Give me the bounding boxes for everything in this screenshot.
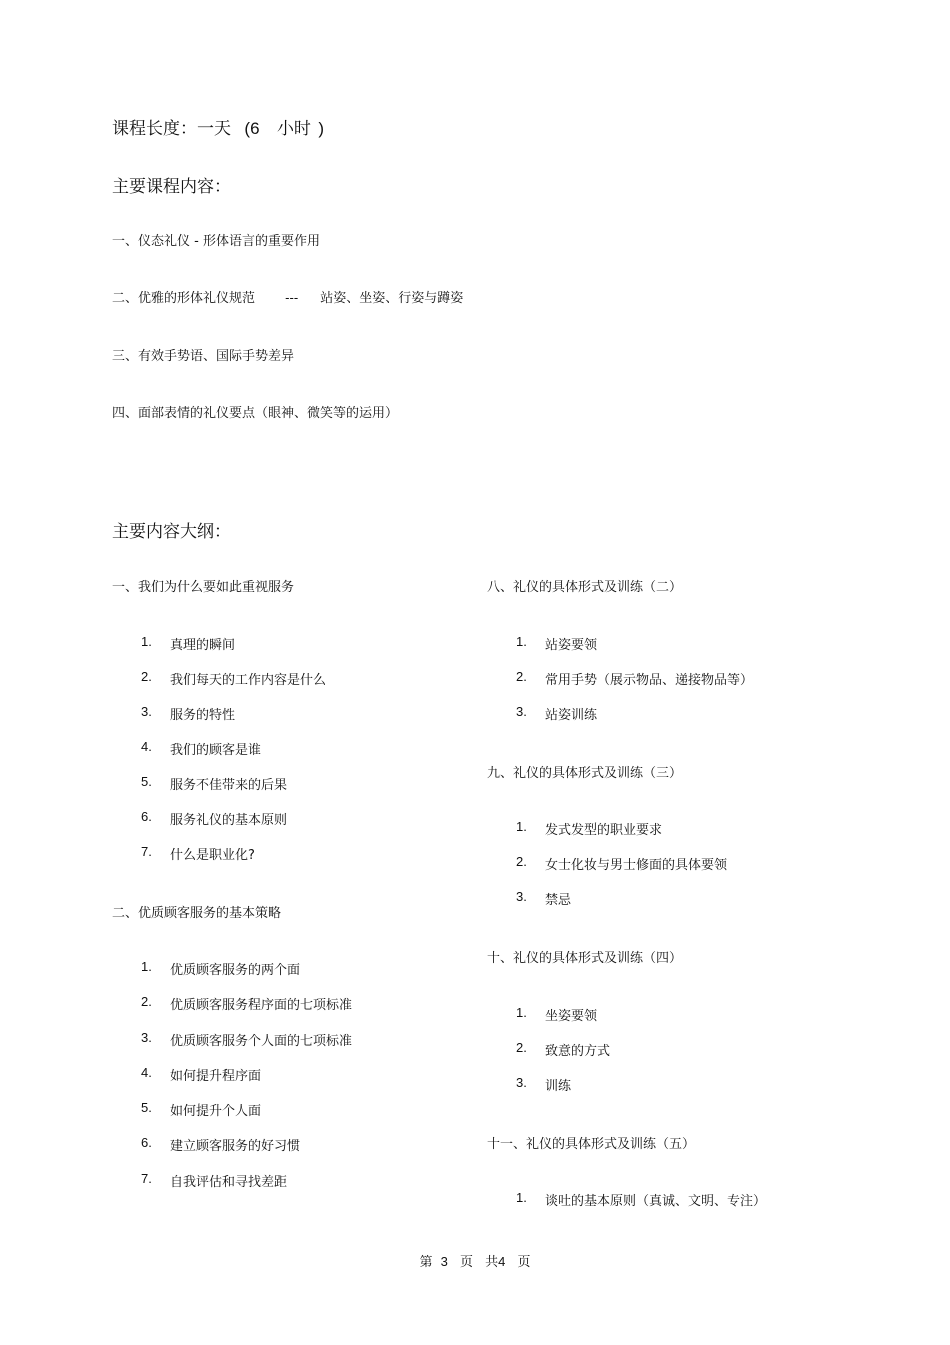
item-number: 3. <box>516 1075 527 1090</box>
outline-section-title: 十、礼仪的具体形式及训练（四） <box>487 951 683 966</box>
item-number: 5. <box>141 774 152 789</box>
item-number: 2. <box>141 669 152 684</box>
item-text: 什么是职业化? <box>170 848 255 863</box>
item-text: 女士化妆与男士修面的具体要领 <box>545 858 728 873</box>
main-content-item: 四、面部表情的礼仪要点（眼神、微笑等的运用） <box>112 406 399 421</box>
item-number: 4. <box>141 1065 152 1080</box>
item-number: 2. <box>516 854 527 869</box>
course-length-hours-open: (6 <box>244 119 260 138</box>
course-length-hours-close: ) <box>318 119 325 138</box>
item-number: 4. <box>141 739 152 754</box>
item-text: 我们每天的工作内容是什么 <box>170 673 327 688</box>
item-text: 常用手势（展示物品、递接物品等） <box>545 673 754 688</box>
item-text: 真理的瞬间 <box>170 638 236 653</box>
course-length-line <box>112 114 324 139</box>
outline-section-title: 二、优质顾客服务的基本策略 <box>112 906 282 921</box>
footer-prefix: 第 <box>419 1255 433 1270</box>
item-text: 优质顾客服务程序面的七项标准 <box>170 998 353 1013</box>
outline-section-title: 一、我们为什么要如此重视服务 <box>112 580 295 595</box>
item-text: 训练 <box>545 1079 572 1094</box>
item-number: 2. <box>516 1040 527 1055</box>
footer-total-prefix: 共 <box>485 1255 499 1270</box>
item-text: 谈吐的基本原则（真诚、文明、专注） <box>545 1194 767 1209</box>
main-content-item-dash: --- <box>285 290 299 305</box>
item-text: 自我评估和寻找差距 <box>170 1175 288 1190</box>
item-number: 3. <box>141 1030 152 1045</box>
item-number: 3. <box>516 889 527 904</box>
item-text: 服务不佳带来的后果 <box>170 778 288 793</box>
item-text: 服务礼仪的基本原则 <box>170 813 288 828</box>
item-number: 3. <box>516 704 527 719</box>
item-number: 3. <box>141 704 152 719</box>
item-number: 6. <box>141 809 152 824</box>
item-text: 致意的方式 <box>545 1044 611 1059</box>
item-text: 站姿要领 <box>545 638 598 653</box>
main-content-item-text: 二、优雅的形体礼仪规范 <box>112 291 256 306</box>
course-length-label: 课程长度： <box>112 119 197 139</box>
item-text: 如何提升程序面 <box>170 1069 262 1084</box>
item-text: 如何提升个人面 <box>170 1104 262 1119</box>
footer-total-number: 4 <box>498 1254 506 1269</box>
main-content-item-tail: 站姿、坐姿、行姿与蹲姿 <box>320 291 464 306</box>
item-text: 服务的特性 <box>170 708 236 723</box>
item-number: 2. <box>141 994 152 1009</box>
item-text: 建立顾客服务的好习惯 <box>170 1139 301 1154</box>
item-number: 7. <box>141 1171 152 1186</box>
item-number: 1. <box>516 1005 527 1020</box>
item-number: 1. <box>516 819 527 834</box>
main-content-item: 一、仪态礼仪 - 形体语言的重要作用 <box>112 234 320 249</box>
item-text: 优质顾客服务个人面的七项标准 <box>170 1034 353 1049</box>
item-text: 站姿训练 <box>545 708 598 723</box>
main-content-heading: 主要课程内容： <box>112 177 231 197</box>
outline-section-title: 八、礼仪的具体形式及训练（二） <box>487 580 683 595</box>
item-text: 禁忌 <box>545 893 572 908</box>
item-text: 我们的顾客是谁 <box>170 743 262 758</box>
course-length-hours-unit: 小时 <box>276 119 311 139</box>
item-number: 6. <box>141 1135 152 1150</box>
item-text: 优质顾客服务的两个面 <box>170 963 301 978</box>
footer-total-label: 页 <box>517 1255 531 1270</box>
outline-section-title: 十一、礼仪的具体形式及训练（五） <box>487 1137 696 1152</box>
item-number: 1. <box>141 959 152 974</box>
main-content-item: 三、有效手势语、国际手势差异 <box>112 349 295 364</box>
item-number: 1. <box>516 634 527 649</box>
item-number: 1. <box>141 634 152 649</box>
page-footer <box>0 1251 950 1270</box>
outline-heading: 主要内容大纲： <box>112 522 231 542</box>
footer-page-label: 页 <box>459 1255 473 1270</box>
item-number: 7. <box>141 844 152 859</box>
course-length-value: 一天 <box>197 119 231 139</box>
main-content-item <box>112 287 463 306</box>
footer-page-number: 3 <box>440 1254 448 1269</box>
item-number: 1. <box>516 1190 527 1205</box>
item-number: 2. <box>516 669 527 684</box>
item-number: 5. <box>141 1100 152 1115</box>
outline-section-title: 九、礼仪的具体形式及训练（三） <box>487 766 683 781</box>
item-text: 坐姿要领 <box>545 1009 598 1024</box>
item-text: 发式发型的职业要求 <box>545 823 663 838</box>
